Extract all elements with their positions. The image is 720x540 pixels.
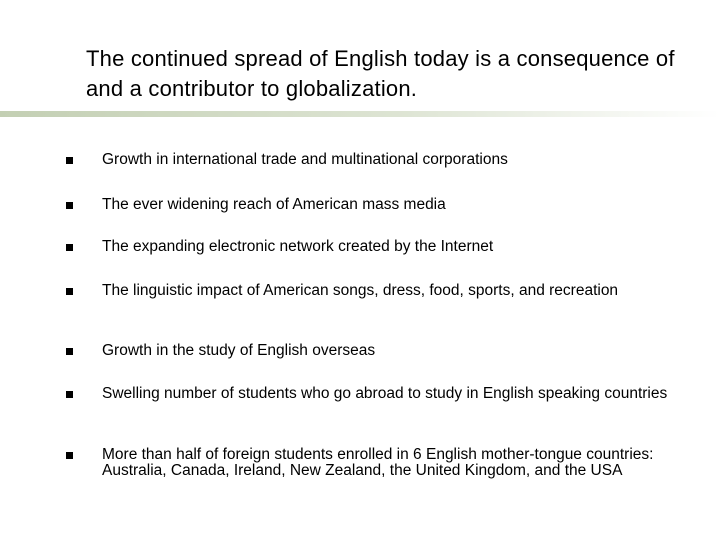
slide-title: The continued spread of English today is a consequence of and a contributor to globalization. [86,46,675,101]
bullet-text: Growth in international trade and multinational corporations [102,151,508,168]
square-bullet-icon [66,452,73,459]
bullet-text: The linguistic impact of American songs, dress, food, sports, and recreation [102,282,619,299]
square-bullet-icon [66,288,73,295]
square-bullet-icon [66,202,73,209]
bullet-text: The expanding electronic network created by the Internet [102,238,494,255]
square-bullet-icon [66,244,73,251]
square-bullet-icon [66,348,73,355]
square-bullet-icon [66,157,73,164]
bullet-text: Growth in the study of English overseas [102,342,376,359]
bullet-text: The ever widening reach of American mass media [102,196,446,213]
bullet-text: More than half of foreign students enrolled in 6 English mother-tongue countries: Australia, Canada, Ireland, New Zealand, the United Kingdom, and the USA [102,446,654,479]
bullet-text: Swelling number of students who go abroad to study in English speaking countries [102,385,668,402]
square-bullet-icon [66,391,73,398]
title-underline-rule [0,110,720,118]
